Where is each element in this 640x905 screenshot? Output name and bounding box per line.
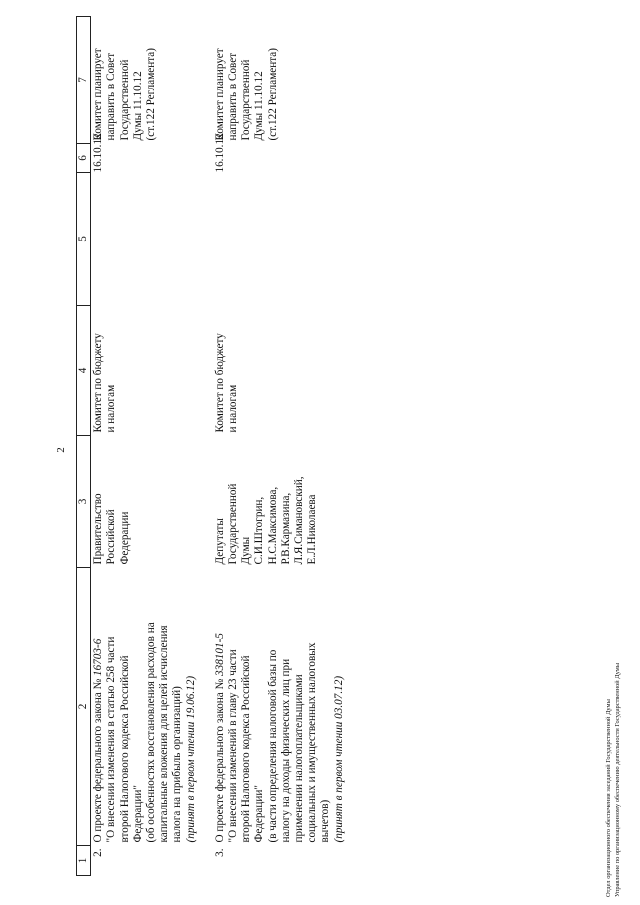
note-line: Государственной <box>118 59 131 141</box>
bill-title-line: "О внесении изменений в главу 23 части <box>226 649 239 843</box>
bill-status: (принят в первом чтении 03.07.12) <box>332 675 345 843</box>
bill-title-line: второй Налогового кодекса Российской <box>118 655 131 843</box>
note-line: (ст.122 Регламента) <box>266 48 279 141</box>
legislation-table-container <box>76 17 345 876</box>
header-col-5: 5 <box>77 173 91 306</box>
responsible-committee <box>91 306 213 436</box>
bill-number: 16703-6 <box>92 638 105 676</box>
author-line: Л.Я.Симановский, <box>292 476 305 565</box>
legislation-table <box>76 16 347 876</box>
note-line: (ст.122 Регламента) <box>145 48 158 141</box>
author-line: Р.В.Кармазина, <box>279 492 292 565</box>
row-number: 3. <box>213 848 226 857</box>
note <box>213 17 347 144</box>
bill-author <box>91 436 213 568</box>
bill-title-line: налогу на доходы физических лиц при <box>279 658 292 843</box>
note-line: Комитет планирует <box>92 48 105 141</box>
footer-department: Отдел организационного обеспечения заседаний Государственной Думы <box>605 699 612 897</box>
note-line: направить в Совет <box>105 52 118 141</box>
author-line: Депутаты <box>213 518 226 565</box>
header-col-2: 2 <box>77 568 91 846</box>
author-line: Е.Л.Николаева <box>306 494 319 565</box>
row-number: 2. <box>92 848 105 857</box>
bill-title-line: "О внесении изменения в статью 258 части <box>105 636 118 843</box>
column-5-cell <box>91 173 213 306</box>
author-line: Государственной <box>226 483 239 565</box>
bill-title-line: вычетов) <box>319 799 332 843</box>
note-line: Комитет планирует <box>213 48 226 141</box>
bill-description <box>213 568 347 846</box>
bill-title-line: применении налогоплательщиками <box>292 674 305 843</box>
header-col-6: 6 <box>77 144 91 173</box>
bill-author <box>213 436 347 568</box>
responsible-committee <box>213 306 347 436</box>
page-number: 2 <box>55 447 67 453</box>
bill-title-line: социальных и имущественных налоговых <box>306 642 319 843</box>
committee-line: Комитет по бюджету <box>213 333 226 433</box>
bill-title-line: Федерации" <box>131 785 144 843</box>
note-line: направить в Совет <box>226 52 239 141</box>
header-col-3: 3 <box>77 436 91 568</box>
note-line: Думы 11.10.12 <box>253 71 266 141</box>
author-line: Российской <box>105 509 118 565</box>
bill-title-line: (в части определения налоговой базы по <box>266 649 279 843</box>
page-footer <box>604 577 622 897</box>
bill-number: 338101-5 <box>213 633 226 676</box>
note <box>91 17 213 144</box>
author-line: Думы <box>240 536 253 565</box>
table-header-row <box>77 17 91 876</box>
column-5-cell <box>213 173 347 306</box>
note-line: Государственной <box>240 59 253 141</box>
header-col-1: 1 <box>77 846 91 876</box>
bill-title-line: налога на прибыль организаций) <box>171 686 184 843</box>
bill-title-line: О проекте федерального закона № 338101-5 <box>213 633 226 843</box>
committee-line: и налогам <box>105 384 118 433</box>
committee-line: Комитет по бюджету <box>92 333 105 433</box>
bill-title-line: (об особенностях восстановления расходов на <box>145 622 158 843</box>
header-col-7: 7 <box>77 17 91 144</box>
bill-description <box>91 568 213 846</box>
table-row <box>91 17 213 876</box>
consideration-date: 16.10.12 <box>92 133 105 173</box>
committee-line: и налогам <box>226 384 239 433</box>
consideration-date: 16.10.12 <box>213 133 226 173</box>
note-line: Думы 11.10.12 <box>131 71 144 141</box>
author-line: С.И.Штогрин, <box>253 496 266 565</box>
author-line: Федерации <box>118 511 131 565</box>
bill-title-line: капитальные вложения для целей исчисления <box>158 625 171 843</box>
bill-title-line: второй Налогового кодекса Российской <box>240 655 253 843</box>
footer-directorate: Управление по организационному обеспечению деятельности Государственной Думы <box>614 662 621 897</box>
header-col-4: 4 <box>77 306 91 436</box>
author-line: Н.С.Максимова, <box>266 486 279 565</box>
bill-title-line: О проекте федерального закона № 16703-6 <box>92 638 105 843</box>
bill-status: (принят в первом чтении 19.06.12) <box>184 675 197 843</box>
table-row <box>213 17 347 876</box>
author-line: Правительство <box>92 493 105 565</box>
bill-title-line: Федерации" <box>253 785 266 843</box>
